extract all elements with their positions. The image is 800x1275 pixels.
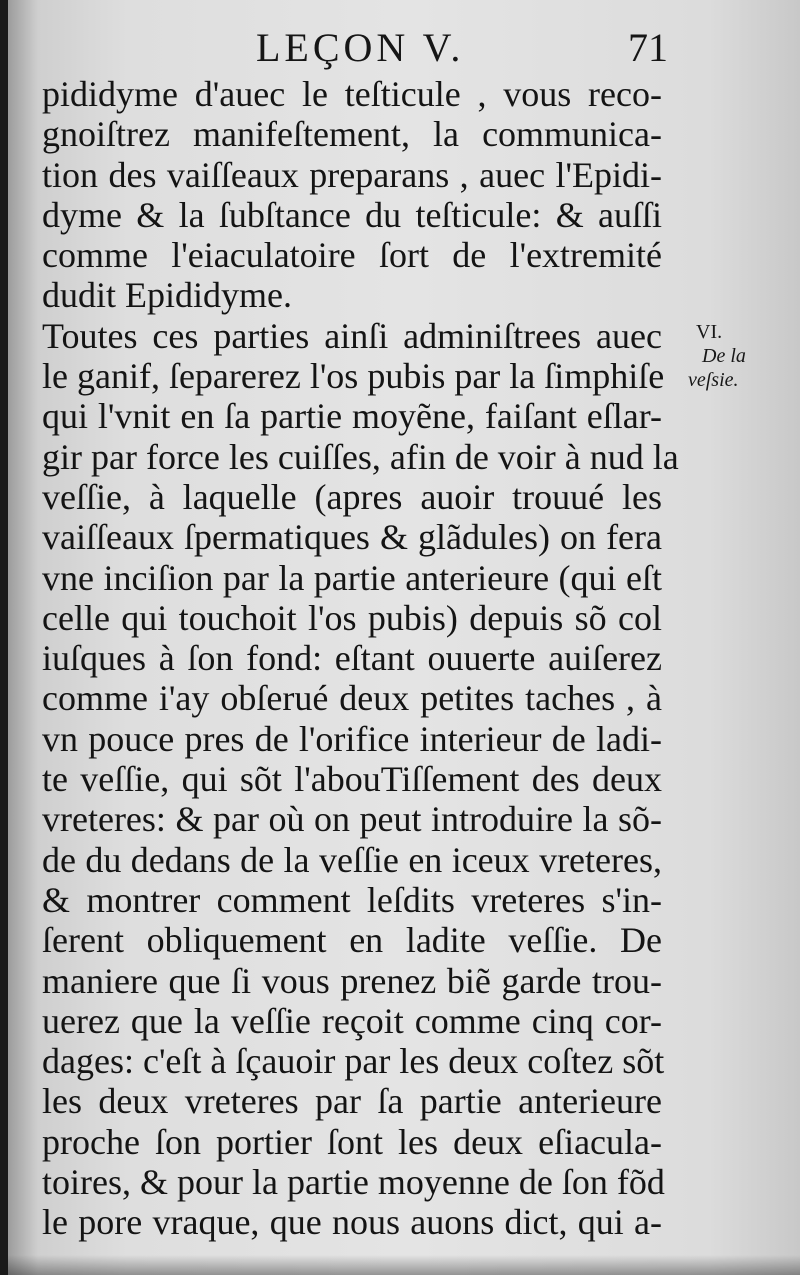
text-line: ſerent obliquement en ladite veſſie. De [42,920,662,961]
body-text [42,74,679,1243]
text-line: vreteres: & par où on peut introduire la sõ- [42,799,662,840]
text-line: vn pouce pres de l'orifice interieur de ladi- [42,718,662,759]
page-header [8,18,800,68]
text-line: te veſſie, qui sõt l'abouTiſſement des deux [42,759,662,800]
text-line: gnoiſtrez manifeſtement, la communica- [42,114,662,155]
text-line: le pore vraque, que nous auons dict, qui a- [42,1202,662,1243]
text-line: le ganif, ſeparerez l'os pubis par la ſimphiſe [42,356,665,397]
text-line: proche ſon portier ſont les deux eſiacula- [42,1121,662,1162]
margin-note-line: De la [702,345,746,367]
margin-note-number: VI. [696,321,723,343]
book-page [8,0,800,1275]
text-line: vaiſſeaux ſpermatiques & glãdules) on fera [42,517,662,558]
text-line: iuſques à ſon fond: eſtant ouuerte auiſerez [42,638,662,679]
text-line: qui l'vnit en ſa partie moyẽne, faiſant eſlar- [42,396,662,437]
text-line: dudit Epididyme. [42,275,292,316]
text-line: de du dedans de la veſſie en iceux vreteres, [42,839,662,880]
running-head: LEÇON V. [256,25,465,70]
page-number: 71 [628,25,668,70]
text-line: & montrer comment leſdits vreteres s'in- [42,879,662,920]
margin-note-line: veſsie. [688,369,739,391]
text-line: gir par force les cuiſſes, afin de voir à nud la [42,436,679,477]
text-line: Toutes ces parties ainſi adminiſtrees auec [42,315,662,356]
text-line: uerez que la veſſie reçoit comme cinq cor- [42,1000,662,1041]
text-line: tion des vaiſſeaux preparans , auec l'Epidi- [42,154,662,195]
text-line: pididyme d'auec le teſticule , vous reco- [42,74,662,114]
text-line: toires, & pour la partie moyenne de ſon fõd [42,1162,665,1203]
text-line: vne inciſion par la partie anterieure (qui eſt [42,557,662,598]
text-line: dages: c'eſt à ſçauoir par les deux coſtez sõt [42,1041,665,1082]
text-line: comme l'eiaculatoire ſort de l'extremité [42,235,662,276]
margin-note [688,320,768,392]
text-line: celle qui touchoit l'os pubis) depuis sõ col [42,597,662,638]
text-line: dyme & la ſubſtance du teſticule: & auſſi [42,194,662,235]
text-line: les deux vreteres par ſa partie anterieure [42,1081,662,1122]
text-line: comme i'ay obſerué deux petites taches , à [42,678,662,719]
text-line: veſſie, à laquelle (apres auoir trouué les [42,476,662,517]
text-line: maniere que ſi vous prenez biẽ garde trou- [42,960,662,1001]
